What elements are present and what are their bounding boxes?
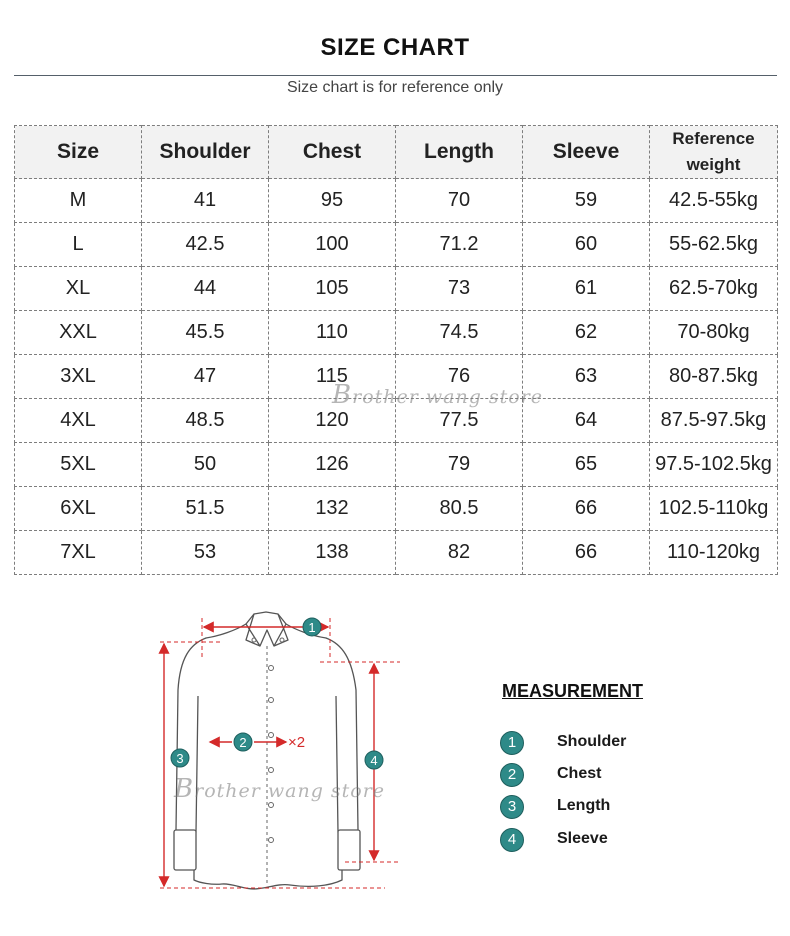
table-row <box>15 443 778 487</box>
shirt-measurement-diagram <box>150 600 410 900</box>
cell-reference-weight: 110-120kg <box>650 531 778 575</box>
page-title: SIZE CHART <box>320 34 470 61</box>
diagram-watermark-text: Brother wang store <box>174 774 386 804</box>
size-table <box>14 125 778 575</box>
cell-reference-weight: 87.5-97.5kg <box>650 399 778 443</box>
cell-sleeve: 66 <box>523 531 650 575</box>
page-subtitle: Size chart is for reference only <box>286 79 504 96</box>
table-row <box>15 531 778 575</box>
cell-chest: 126 <box>269 443 396 487</box>
table-body <box>15 179 778 575</box>
cell-length: 82 <box>396 531 523 575</box>
cell-sleeve: 61 <box>523 267 650 311</box>
cell-size: 3XL <box>15 355 142 399</box>
diagram-marker-3 <box>171 749 189 767</box>
measurement-title: MEASUREMENT <box>502 681 644 701</box>
diagram-marker-2 <box>234 733 252 751</box>
cell-reference-weight: 62.5-70kg <box>650 267 778 311</box>
cell-reference-weight: 80-87.5kg <box>650 355 778 399</box>
column-header-size: Size <box>15 126 142 179</box>
cell-chest: 132 <box>269 487 396 531</box>
cell-size: 4XL <box>15 399 142 443</box>
svg-text:1: 1 <box>308 620 316 635</box>
legend-label: Chest <box>557 765 602 782</box>
cell-sleeve: 63 <box>523 355 650 399</box>
cell-shoulder: 51.5 <box>142 487 269 531</box>
cell-length: 77.5 <box>396 399 523 443</box>
legend-label: Length <box>557 797 611 814</box>
cell-length: 76 <box>396 355 523 399</box>
diagram-marker-1 <box>303 618 321 636</box>
cell-shoulder: 42.5 <box>142 223 269 267</box>
chest-multiplier-label: ×2 <box>288 734 306 751</box>
cell-sleeve: 62 <box>523 311 650 355</box>
svg-text:3: 3 <box>176 751 184 766</box>
cell-length: 70 <box>396 179 523 223</box>
column-header-sleeve: Sleeve <box>523 126 650 179</box>
cell-length: 73 <box>396 267 523 311</box>
legend-label: Shoulder <box>557 733 627 750</box>
table-row <box>15 487 778 531</box>
column-header-length: Length <box>396 126 523 179</box>
legend-number-badge: 1 <box>500 731 524 755</box>
column-header-chest: Chest <box>269 126 396 179</box>
cell-chest: 110 <box>269 311 396 355</box>
cell-length: 71.2 <box>396 223 523 267</box>
cell-chest: 95 <box>269 179 396 223</box>
title-divider <box>14 75 777 76</box>
cell-size: 7XL <box>15 531 142 575</box>
cell-length: 74.5 <box>396 311 523 355</box>
legend-label: Sleeve <box>557 830 608 847</box>
cell-shoulder: 44 <box>142 267 269 311</box>
cell-chest: 105 <box>269 267 396 311</box>
cell-size: 5XL <box>15 443 142 487</box>
cell-sleeve: 59 <box>523 179 650 223</box>
cell-size: L <box>15 223 142 267</box>
table-row <box>15 267 778 311</box>
cell-shoulder: 50 <box>142 443 269 487</box>
cell-reference-weight: 97.5-102.5kg <box>650 443 778 487</box>
cell-sleeve: 65 <box>523 443 650 487</box>
legend-number-badge: 3 <box>500 795 524 819</box>
cell-chest: 138 <box>269 531 396 575</box>
table-row <box>15 223 778 267</box>
cell-reference-weight: 70-80kg <box>650 311 778 355</box>
cell-chest: 100 <box>269 223 396 267</box>
cell-length: 80.5 <box>396 487 523 531</box>
cell-reference-weight: 102.5-110kg <box>650 487 778 531</box>
cell-reference-weight: 42.5-55kg <box>650 179 778 223</box>
cell-shoulder: 41 <box>142 179 269 223</box>
cell-shoulder: 45.5 <box>142 311 269 355</box>
table-row <box>15 311 778 355</box>
cell-shoulder: 47 <box>142 355 269 399</box>
cell-size: XXL <box>15 311 142 355</box>
cell-length: 79 <box>396 443 523 487</box>
cell-size: XL <box>15 267 142 311</box>
cell-reference-weight: 55-62.5kg <box>650 223 778 267</box>
cell-size: 6XL <box>15 487 142 531</box>
cell-size: M <box>15 179 142 223</box>
svg-text:4: 4 <box>370 753 378 768</box>
svg-text:2: 2 <box>239 735 247 750</box>
column-header-reference-weight: Reference weight <box>650 126 778 179</box>
cell-chest: 115 <box>269 355 396 399</box>
cell-shoulder: 48.5 <box>142 399 269 443</box>
legend-number-badge: 4 <box>500 828 524 852</box>
table-header-row <box>15 126 778 179</box>
column-header-shoulder: Shoulder <box>142 126 269 179</box>
diagram-marker-4 <box>365 751 383 769</box>
cell-sleeve: 64 <box>523 399 650 443</box>
cell-sleeve: 60 <box>523 223 650 267</box>
cell-shoulder: 53 <box>142 531 269 575</box>
table-row <box>15 179 778 223</box>
cell-sleeve: 66 <box>523 487 650 531</box>
legend-number-badge: 2 <box>500 763 524 787</box>
cell-chest: 120 <box>269 399 396 443</box>
watermark-text: Brother wang store <box>332 380 544 410</box>
